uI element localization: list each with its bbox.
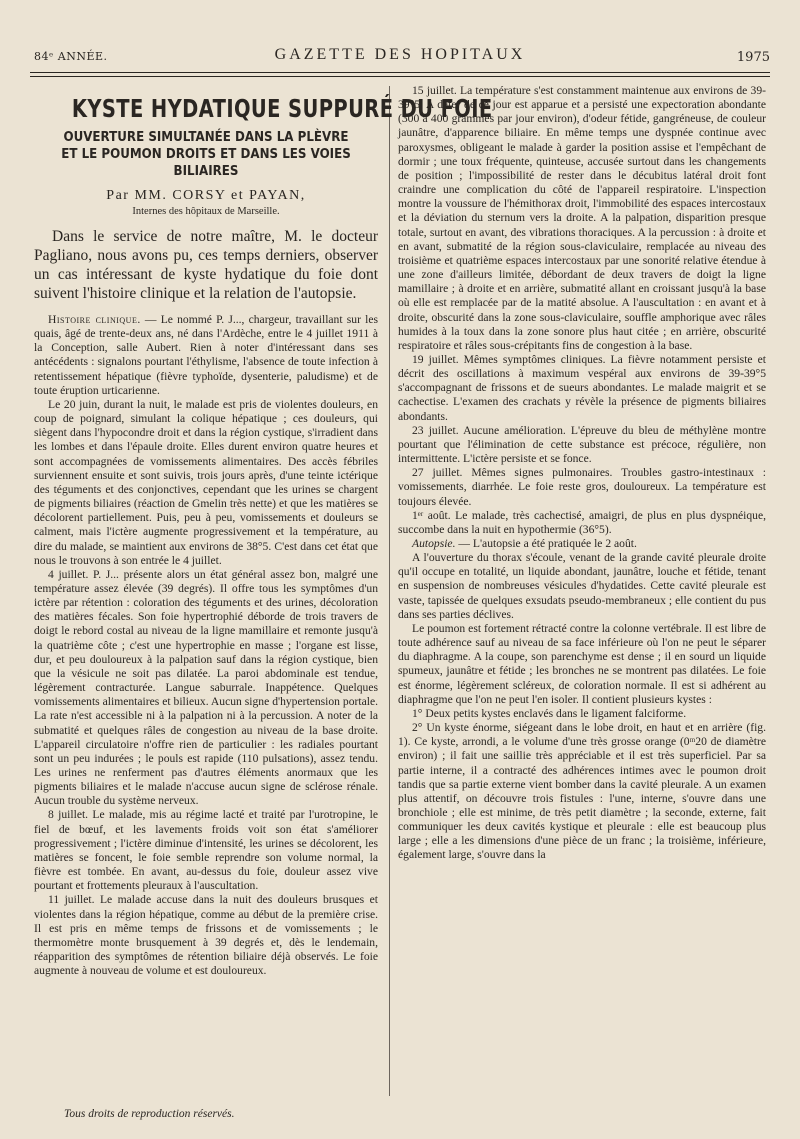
article-intro: Dans le service de notre maître, M. le docteur Pagliano, nous avons pu, ces temps derniers, observer un cas intéressant de kyste hydatique du foie dont suivent l'histoire clinique et la relation de l'autopsie. — [34, 228, 378, 302]
body-paragraph: 8 juillet. Le malade, mis au régime lacté et traité par l'urotropine, le fiel de bœuf, et les lavements froids voit son état s'améliorer progressivement ; l'ictère diminue d'intensité, les urines se décolorent, les matières se foncent, le foie semble reprendre son volume normal, la fièvre est tombée. En avant, au-dessus du foie, douleur assez vive pourtant et frottements pleuraux à l'auscultation. — [34, 808, 378, 893]
body-paragraph: 15 juillet. La température s'est constamment maintenue aux environs de 39-39°5. A dater de ce jour est apparue et a persisté une expectoration abondante (300 à 400 grammes par jour environ), d'odeur fétide, gangréneuse, de couleur jaunâtre, d'apparence biliaire. En même temps une dyspnée continue avec paroxysmes, obligeant le malade à garder la position assise et l'empêchant de dormir ; une toux fréquente, quinteuse, accusée surtout dans les changements de position ; l'impossibilité de rester dans le décubitus latéral droit font craindre une complication du côté de l'appareil respiratoire. L'inspection montre la voussure de l'hémithorax droit, l'immobilité des espaces intercostaux et la déviation du sternum vers la droite. A la palpation, disparition presque totale, surtout en avant, des vibrations thoraciques. A la percussion : à droite et en avant, submatité de la région sous-claviculaire, remplacée au niveau des troisième et quatrième espaces intercostaux par une sonorité relative étendue à une zone d'ailleurs limitée, débordant de deux travers de doigt la ligne mamillaire ; à droite et en arrière, submatité allant en croissant jusqu'à la base où elle est remplacée par de la matité absolue. A l'auscultation : en avant et à droite, obscurité dans la zone sous-claviculaire, souffle amphorique avec râles humides à la toux dans la zone sonore plus haut citée ; en arrière, obscurité respiratoire et râles sous-crépitants fins de congestion à la base. — [398, 84, 766, 352]
body-paragraph: 1ᵉʳ août. Le malade, très cachectisé, amaigri, de plus en plus dyspnéique, succombe dans la nuit en hypothermie (36°5). — [398, 508, 766, 536]
body-paragraph: 11 juillet. Le malade accuse dans la nuit des douleurs brusques et violentes dans la région hépatique, comme au début de la première crise. Il est pris en même temps de frissons et de vomissements ; le thermomètre monte brusquement à 39 degrés et, dès le lendemain, réapparition des symptômes de rétention biliaire déjà observés. Le foie augmente à nouveau de volume et est douloureux. — [34, 893, 378, 978]
histoire-text: — Le nommé P. J..., chargeur, travaillant sur les quais, âgé de trente-deux ans, né dans l'Ardèche, entre le 4 juillet 1911 à la Conception, salle Aubert. Rien à noter d'intéressant dans ses antécédents : signalons pourtant l'éthylisme, l'absence de toute infection à retentissement hépatique (fièvre typhoïde, dysenterie, paludisme) et de toute éruption urticarienne. — [34, 313, 378, 397]
year-label: 84ᵉ ANNÉE. — [34, 50, 108, 63]
header-rule-thin — [30, 76, 770, 77]
page-number: 1975 — [736, 50, 770, 65]
author-affiliation: Internes des hôpitaux de Marseille. — [132, 206, 280, 217]
autopsie-paragraph — [398, 537, 766, 551]
autopsie-label: Autopsie. — [412, 537, 456, 550]
article-title: KYSTE HYDATIQUE SUPPURÉ DU FOIE — [71, 94, 493, 123]
body-paragraph: 4 juillet. P. J... présente alors un état général assez bon, malgré une température assez élevée (39 degrés). Il offre tous les symptômes d'un ictère par rétention : coloration des téguments et des urines, décoloration des matières fécales. Son foie hypertrophié déborde de trois travers de doigt le rebord costal au niveau de la ligne mamillaire et remonte jusqu'à la quatrième côte ; c'est une hypertrophie en masse ; l'organe est lisse, dur, et peu douloureux à la palpation sauf dans la région cystique, bien que la vésicule ne soit pas dilatée. La paroi abdominale est tendue, légèrement contracturée. Langue saburrale. Inappétence. Quelques vomissements alimentaires et bilieux. Aucun signe d'hypertension portale. La rate n'est accessible ni à la palpation ni à la percussion. A noter de la submatité et quelques râles de congestion au niveau de la base droite. L'appareil circulatoire n'offre rien de particulier : les radiales pourtant sont un peu indurées ; le pouls est rapide (110 pulsations), assez tendu. Les urines ne renferment pas d'autres éléments anormaux que les pigments biliaires et le malade n'accuse aucun signe de sclérose rénale. Aucun trouble du système nerveux. — [34, 567, 378, 808]
page-header — [0, 46, 800, 70]
article-authors: Par MM. CORSY et PAYAN, — [106, 188, 306, 203]
body-paragraph: A l'ouverture du thorax s'écoule, venant de la grande cavité pleurale droite qu'il occupe en totalité, un liquide abondant, jaunâtre, louche et fétide, tenant en suspension de nombreuses vésicules d'hydatides. Cette cavité pleurale est vaste, tapissée de quelques exsudats pseudo-membraneux ; elle contient du pus dans ses parties déclives. — [398, 551, 766, 621]
body-paragraph: Le 20 juin, durant la nuit, le malade est pris de violentes douleurs, en coup de poignard, simulant la colique hépatique ; ces douleurs, qui siègent dans l'hypocondre droit et dans la région cystique, s'irradient dans les lombes et dans l'épaule droite. Elles durent environ quatre heures et sont accompagnées de vomissements alimentaires. Des accès fébriles surviennent ensuite et sont suivis, trois jours après, d'une teinte ictérique des téguments et des conjonctives, cependant que les urines se chargent de pigments biliaires (réaction de Gmelin très nette) et que les matières se décolorent partiellement. Puis, peu à peu, vomissements et douleurs se calment, mais l'ictère augmente progressivement et la température, au dire du malade, se maintient aux environs de 38°5. C'est dans cet état que nous le trouvons à son entrée le 4 juillet. — [34, 397, 378, 567]
body-paragraph: 19 juillet. Mêmes symptômes cliniques. La fièvre notamment persiste et décrit des oscillations à maximum vespéral aux environs de 39-39°5 s'accompagnant de frissons et de sueurs abondantes. Le malade maigrit et se cachectise. L'examen des crachats y révèle la présence de pigments biliaires abondants. — [398, 352, 766, 423]
body-paragraph: 2° Un kyste énorme, siégeant dans le lobe droit, en haut et en arrière (fig. 1). Ce kyste, arrondi, a le volume d'une très grosse orange (0ᵐ20 de diamètre environ) ; il fait une saillie très appréciable et il est très superficiel. Par sa partie interne, il a contracté des adhérences intimes avec le poumon droit tandis que sa partie externe vient bomber dans la cavité pleurale. A un examen plus attentif, on découvre trois fistules : l'une, interne, s'ouvre dans une bronchiole ; elle est minime, de très petit diamètre ; la seconde, externe, fait communiquer les deux cavités kystique et pleurale : elle est beaucoup plus large ; elle a les dimensions d'une pièce de un franc ; la troisième, inférieure, également large, s'ouvre dans la — [398, 721, 766, 862]
left-column — [34, 84, 493, 978]
body-paragraph: 1° Deux petits kystes enclavés dans le ligament falciforme. — [412, 706, 687, 720]
autopsie-text: — L'autopsie a été pratiquée le 2 août. — [455, 537, 637, 550]
body-paragraph: Le poumon est fortement rétracté contre la colonne vertébrale. Il est libre de toute adhérence sauf au niveau de sa face inférieure où l'on ne peut le séparer du diaphragme. A la coupe, son parenchyme est dense ; il en sourd un liquide spumeux, jaunâtre et fétide ; les bronches ne se montrent pas dilatées. Le foie est énorme, légèrement scléreux, de coloration normale. Il est si adhérent au diaphragme que l'on ne peut l'en isoler. Il contient plusieurs kystes : — [398, 621, 766, 706]
histoire-label: Histoire clinique. — [48, 313, 141, 326]
right-column — [398, 84, 766, 863]
column-divider — [389, 86, 390, 1096]
body-paragraph: 27 juillet. Mêmes signes pulmonaires. Troubles gastro-intestinaux : vomissements, diarrhée. Le foie reste gros, douloureux. La température est toujours élevée. — [398, 466, 766, 508]
journal-title: GAZETTE DES HOPITAUX — [274, 46, 526, 63]
header-rule-thick — [30, 72, 770, 73]
copyright-footer: Tous droits de reproduction réservés. — [64, 1108, 235, 1120]
article-subtitle: OUVERTURE SIMULTANÉE DANS LA PLÈVRE ET LE POUMON DROITS ET DANS LES VOIES BILIAIRES — [61, 129, 351, 179]
histoire-paragraph — [34, 313, 378, 398]
body-paragraph: 23 juillet. Aucune amélioration. L'épreuve du bleu de méthylène montre pourtant que l'élimination de cette substance est précoce, régulière, non intermittente. L'ictère persiste et se fonce. — [398, 423, 766, 466]
